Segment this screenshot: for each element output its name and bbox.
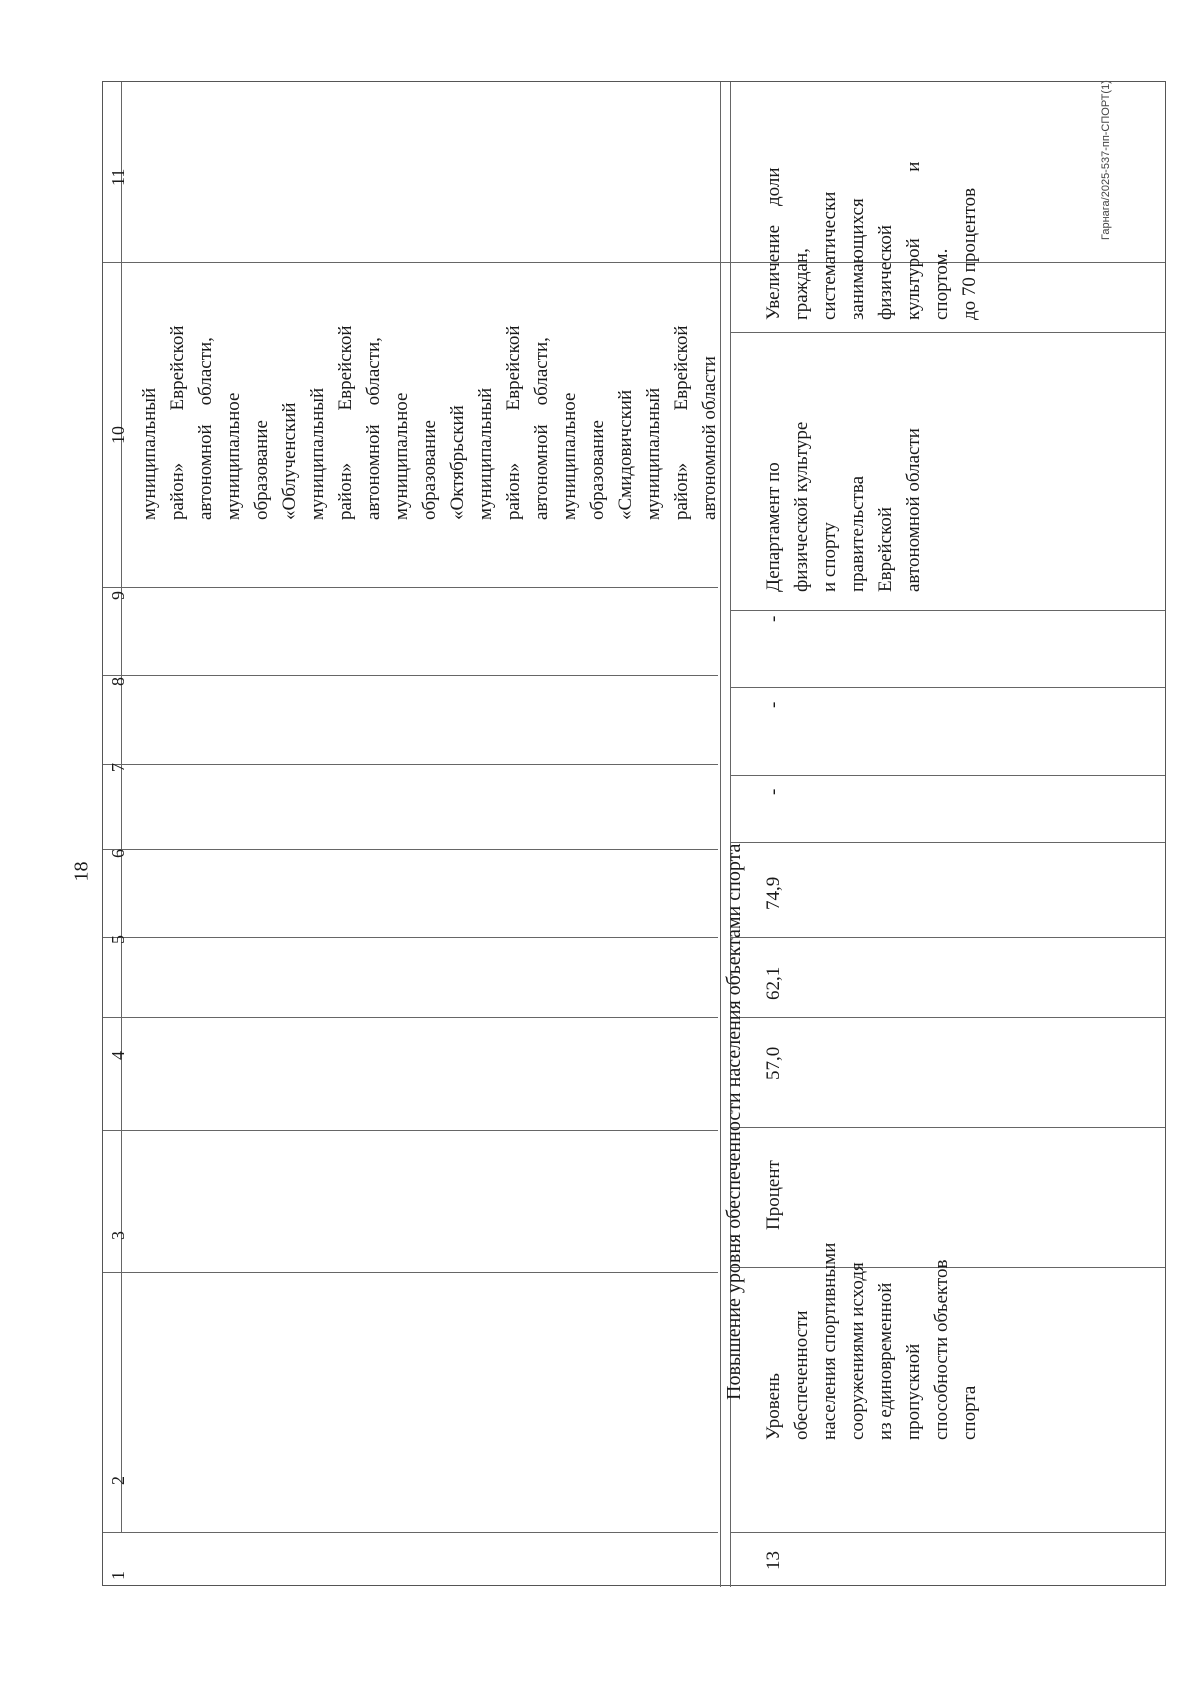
cell-line: муниципальное: [559, 392, 580, 520]
cell-line: «Октябрьский: [447, 405, 468, 520]
table-divider: [103, 587, 718, 588]
cell-line: до 70 процентов: [959, 187, 980, 320]
cell-line: автономной области: [699, 356, 720, 520]
table-divider: [730, 332, 1165, 333]
value-cell: 57,0: [763, 1046, 784, 1080]
table-divider: [103, 675, 718, 676]
cell-line: образование: [251, 420, 272, 520]
cell-line: автономной области,: [531, 337, 552, 520]
value-cell: -: [763, 788, 784, 795]
table-divider: [730, 775, 1165, 776]
table-divider: [730, 1532, 1165, 1533]
cell-line: физической культуре: [791, 421, 812, 592]
column-number: 11: [108, 168, 128, 186]
column-number: 4: [108, 1051, 128, 1060]
cell-line: сооружениями исходя: [847, 1262, 868, 1440]
cell-line: населения спортивными: [819, 1242, 840, 1440]
cell-line: Еврейской: [875, 506, 896, 592]
column-number: 7: [108, 763, 128, 772]
table-divider: [730, 937, 1165, 938]
document-code: Гарнага/2025-537-пп-СПОРТ(1): [1100, 80, 1112, 240]
cell-line: культурой и: [903, 161, 924, 320]
cell-line: «Облученский: [279, 402, 300, 520]
expected-result-cell: [760, 95, 984, 320]
cell-line: автономной области,: [195, 337, 216, 520]
column-number: 6: [108, 849, 128, 858]
cell-line: спортом.: [931, 248, 952, 320]
column-number: 10: [108, 426, 128, 444]
cell-line: муниципальное: [223, 392, 244, 520]
table-divider: [103, 849, 718, 850]
cell-line: Увеличение доли: [763, 167, 784, 320]
cell-line: систематически: [819, 191, 840, 320]
unit-cell: Процент: [763, 1160, 784, 1230]
value-cell: -: [763, 615, 784, 622]
section-title: Повышение уровня обеспеченности населения объектами спорта: [723, 843, 745, 1400]
table-divider: [730, 1017, 1165, 1018]
cell-line: автономной области,: [363, 337, 384, 520]
responsible-cell: [760, 422, 928, 592]
column-number: 5: [108, 935, 128, 944]
cell-line: и спорту: [819, 522, 840, 592]
cell-line: автономной области: [903, 428, 924, 592]
column-number: 1: [108, 1571, 128, 1580]
page-number: 18: [70, 861, 93, 882]
cell-line: район» Еврейской: [503, 325, 524, 520]
cell-line: занимающихся: [847, 198, 868, 320]
cell-line: способности объектов: [931, 1259, 952, 1440]
cell-line: правительства: [847, 475, 868, 592]
value-cell: 62,1: [763, 966, 784, 1000]
cell-line: спорта: [959, 1385, 980, 1440]
value-cell: 74,9: [763, 876, 784, 910]
cell-line: район» Еврейской: [335, 325, 356, 520]
cell-line: район» Еврейской: [167, 325, 188, 520]
cell-line: Уровень: [763, 1373, 784, 1440]
column-number: 3: [108, 1231, 128, 1240]
continued-responsible-cell: [136, 300, 724, 520]
cell-line: физической: [875, 225, 896, 320]
value-cell: -: [763, 701, 784, 708]
table-divider: [730, 842, 1165, 843]
indicator-name-cell: [760, 1243, 984, 1440]
column-number: 8: [108, 677, 128, 686]
cell-line: из единовременной: [875, 1282, 896, 1440]
cell-line: обеспеченности: [791, 1310, 812, 1440]
cell-line: муниципальный: [307, 387, 328, 520]
column-number: 2: [108, 1476, 128, 1485]
table-divider: [103, 1532, 718, 1533]
table-divider: [103, 937, 718, 938]
table-divider: [121, 82, 122, 1532]
cell-line: образование: [587, 420, 608, 520]
table-divider: [103, 764, 718, 765]
cell-line: муниципальный: [139, 387, 160, 520]
cell-line: муниципальный: [643, 387, 664, 520]
table-divider: [103, 1130, 718, 1131]
table-divider: [730, 1127, 1165, 1128]
row-number: 13: [763, 1551, 784, 1570]
table-divider: [103, 1017, 718, 1018]
cell-line: муниципальное: [391, 392, 412, 520]
cell-line: граждан,: [791, 248, 812, 320]
cell-line: пропускной: [903, 1343, 924, 1440]
cell-line: Департамент по: [763, 462, 784, 592]
cell-line: район» Еврейской: [671, 325, 692, 520]
cell-line: образование: [419, 420, 440, 520]
table-divider: [103, 262, 1165, 263]
table-divider: [730, 687, 1165, 688]
table-divider: [103, 1272, 718, 1273]
column-number: 9: [108, 591, 128, 600]
cell-line: «Смидовичский: [615, 389, 636, 520]
table-divider: [730, 610, 1165, 611]
cell-line: муниципальный: [475, 387, 496, 520]
